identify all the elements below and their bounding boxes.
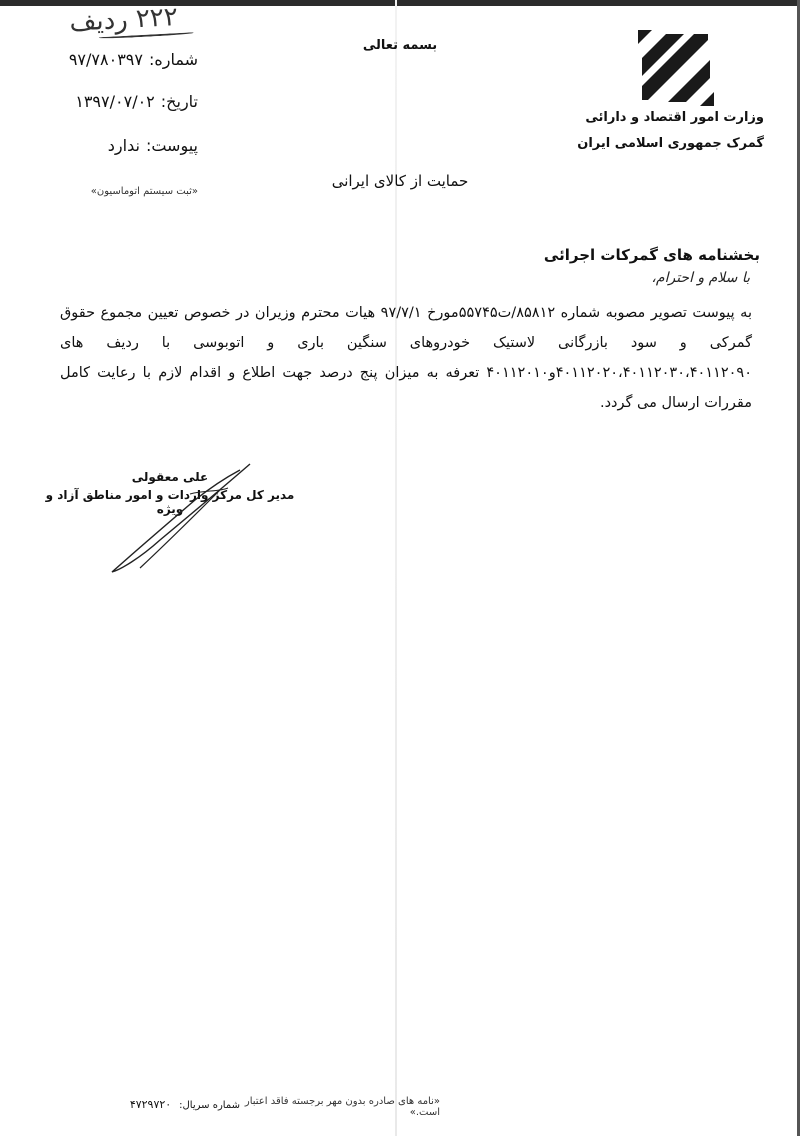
system-note: «ثبت سیستم اتوماسیون» [90, 186, 198, 197]
letter-body [60, 298, 752, 418]
body-paragraph: به پیوست تصویر مصوبه شماره ۸۵۸۱۲/ت۵۵۷۴۵مورخ ۹۷/۷/۱ هیات محترم وزیران در خصوص تعیین مجموع حقوق گمرکی و سود بازرگانی لاستیک خودروهای سنگین باری و اتوبوسی با ردیف های ۴۰۱۱۲۰۲۰،۴۰۱۱۲۰۳۰،۴۰۱۱۲۰۹۰و۴۰۱۱۲۰۱۰ تعرفه به میزان پنج درصد جهت اطلاع و اقدام لازم با رعایت کامل مقررات ارسال می گردد. [60, 305, 752, 411]
ministry-name: وزارت امور اقتصاد و دارائی [585, 110, 764, 125]
letter-attachment: پیوست:ندارد [107, 136, 198, 155]
signer-title: مدیر کل مرکز واردات و امور مناطق آزاد و ویژه [45, 488, 295, 516]
handwritten-note: ۲۲۲ ردیف [27, 2, 179, 44]
footer-validity-note: «نامه های صادره بدون مهر برجسته فاقد اعتبار است.» [244, 1096, 440, 1118]
customs-name: گمرک جمهوری اسلامی ایران [577, 136, 764, 151]
slogan: حمایت از کالای ایرانی [331, 172, 469, 190]
greeting: با سلام و احترام، [651, 270, 750, 286]
handwritten-signature-icon [100, 460, 260, 580]
letter-heading: بخشنامه های گمرکات اجرائی [543, 246, 760, 264]
signer-name: علی معقولی [131, 470, 209, 484]
letter-date: تاریخ:۱۳۹۷/۰۷/۰۲ [75, 92, 198, 111]
letter-number: شماره:۹۷/۷۸۰۳۹۷ [68, 50, 198, 69]
paper-fold-line [395, 0, 397, 1136]
serial-number: شماره سریال:۴۷۲۹۷۲۰ [129, 1098, 240, 1111]
bismillah: بسمه تعالی [362, 38, 438, 53]
customs-logo-icon [636, 28, 716, 108]
